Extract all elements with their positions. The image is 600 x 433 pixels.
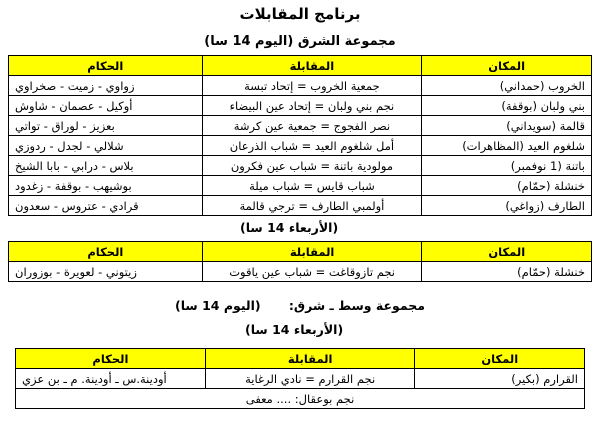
place-header: المكان — [415, 349, 585, 369]
center-east-wednesday-label: (الأربعاء 14 سا) — [245, 322, 344, 337]
referees-cell: أودينة.س ـ أودينة. م ـ بن عزي — [16, 369, 206, 389]
table-row — [9, 76, 592, 96]
match-header: المقابلة — [202, 56, 422, 76]
place-cell: باتنة (1 نوفمبر) — [422, 156, 592, 176]
table-row — [9, 116, 592, 136]
referees-cell: بلاس - درابي - بابا الشيخ — [9, 156, 203, 176]
place-header: المكان — [422, 56, 592, 76]
referees-header: الحكام — [9, 242, 203, 262]
referees-cell: زواوي - زميت - صخراوي — [9, 76, 203, 96]
match-header: المقابلة — [202, 242, 422, 262]
place-cell: الطارف (زواغي) — [422, 196, 592, 216]
match-cell: جمعية الخروب = إتحاد تبسة — [202, 76, 422, 96]
place-cell: خنشلة (حمّام) — [422, 262, 592, 282]
table-row — [9, 196, 592, 216]
table-row — [16, 389, 585, 409]
center-east-table — [15, 348, 585, 409]
match-cell: مولودية باتنة = شباب عين فكرون — [202, 156, 422, 176]
referees-cell: أوكيل - عصمان - شاوش — [9, 96, 203, 116]
place-cell: خنشلة (حمّام) — [422, 176, 592, 196]
place-cell: بني ولبان (بوقفة) — [422, 96, 592, 116]
east-group-heading: مجموعة الشرق (اليوم 14 سا) — [204, 34, 396, 49]
referees-header: الحكام — [9, 56, 203, 76]
east-schedule-table — [8, 55, 592, 216]
table-header-row — [9, 56, 592, 76]
place-cell: شلغوم العيد (المظاهرات) — [422, 136, 592, 156]
table-header-row — [16, 349, 585, 369]
referees-cell: زيتوني - لعويرة - بوزوران — [9, 262, 203, 282]
east-wednesday-label: (الأربعاء 14 سا) — [240, 220, 339, 235]
table-row — [9, 262, 592, 282]
place-cell: قالمة (سويداني) — [422, 116, 592, 136]
table-row — [9, 176, 592, 196]
table-header-row — [9, 242, 592, 262]
table-row — [9, 96, 592, 116]
match-cell: نصر الفجوج = جمعية عين كرشة — [202, 116, 422, 136]
referees-header: الحكام — [16, 349, 206, 369]
match-cell: نجم بني ولبان = إتحاد عين البيضاء — [202, 96, 422, 116]
referees-cell: شلالي - لجدل - ردوزي — [9, 136, 203, 156]
place-header: المكان — [422, 242, 592, 262]
match-cell: نجم القرارم = نادي الرغاية — [205, 369, 415, 389]
page-title: برنامج المقابلات — [239, 5, 361, 23]
table-row — [9, 156, 592, 176]
exempt-cell: نجم بوعقال: .... معفى — [16, 389, 585, 409]
match-cell: نجم تازوقاغت = شباب عين ياقوت — [202, 262, 422, 282]
east-wednesday-table — [8, 241, 592, 282]
table-row — [16, 369, 585, 389]
referees-cell: بعزيز - لوراق - تواتي — [9, 116, 203, 136]
match-cell: أمل شلغوم العيد = شباب الذرعان — [202, 136, 422, 156]
match-cell: شباب قايس = شباب ميلة — [202, 176, 422, 196]
place-cell: القرارم (بكير) — [415, 369, 585, 389]
referees-cell: بوشيهب - بوقفة - زغدود — [9, 176, 203, 196]
center-east-time: (اليوم 14 سا) — [175, 298, 261, 313]
match-header: المقابلة — [205, 349, 415, 369]
place-cell: الخروب (حمداني) — [422, 76, 592, 96]
center-east-heading: مجموعة وسط ـ شرق: — [288, 298, 425, 313]
table-row — [9, 136, 592, 156]
referees-cell: قرادي - عتروس - سعدون — [9, 196, 203, 216]
match-cell: أولمبي الطارف = ترجي قالمة — [202, 196, 422, 216]
